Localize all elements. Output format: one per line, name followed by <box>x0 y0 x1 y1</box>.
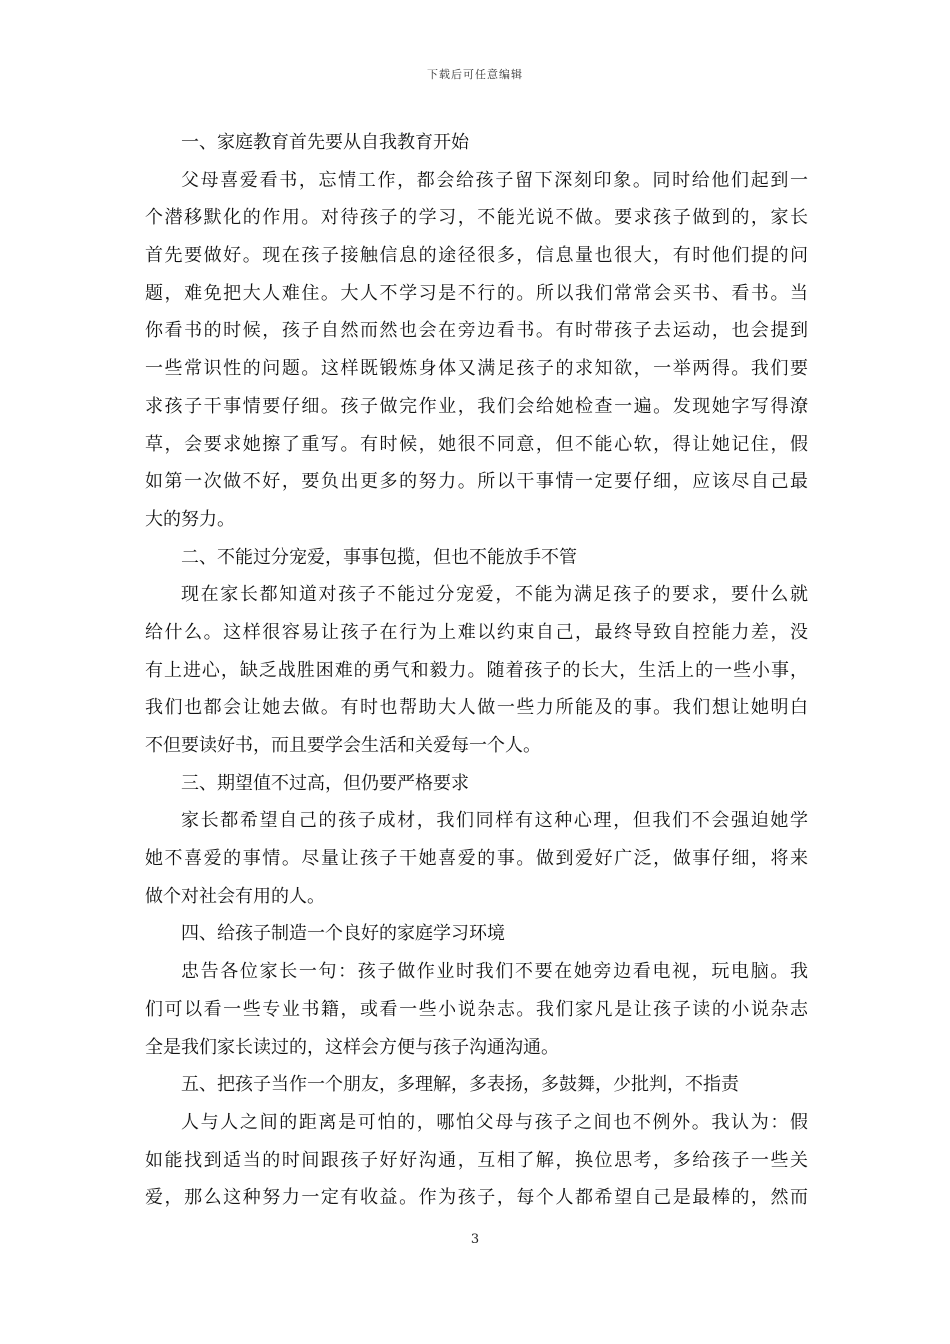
paragraph-line: 爱，那么这种努力一定有收益。作为孩子，每个人都希望自己是最棒的，然而 <box>145 1187 808 1209</box>
paragraph-line: 首先要做好。现在孩子接触信息的途径很多，信息量也很大，有时他们提的问 <box>145 245 808 267</box>
paragraph-line: 她不喜爱的事情。尽量让孩子干她喜爱的事。做到爱好广泛，做事仔细，将来 <box>145 848 808 870</box>
paragraph-line: 现在家长都知道对孩子不能过分宠爱，不能为满足孩子的要求，要什么就 <box>181 584 808 606</box>
paragraph-line: 一些常识性的问题。这样既锻炼身体又满足孩子的求知欲，一举两得。我们要 <box>145 358 808 380</box>
paragraph-line: 们可以看一些专业书籍，或看一些小说杂志。我们家凡是让孩子读的小说杂志 <box>145 998 808 1020</box>
paragraph-line: 人与人之间的距离是可怕的，哪怕父母与孩子之间也不例外。我认为：假 <box>181 1111 808 1133</box>
section-heading: 三、期望值不过高，但仍要严格要求 <box>181 772 469 794</box>
paragraph-line: 如能找到适当的时间跟孩子好好沟通，互相了解，换位思考，多给孩子一些关 <box>145 1149 808 1171</box>
page-number: 3 <box>470 1232 480 1247</box>
paragraph-line: 父母喜爱看书，忘情工作，都会给孩子留下深刻印象。同时给他们起到一 <box>181 169 808 191</box>
paragraph-line: 忠告各位家长一句：孩子做作业时我们不要在她旁边看电视，玩电脑。我 <box>181 961 808 983</box>
paragraph-line: 求孩子干事情要仔细。孩子做完作业，我们会给她检查一遍。发现她字写得潦 <box>145 395 808 417</box>
paragraph-line: 题，难免把大人难住。大人不学习是不行的。所以我们常常会买书、看书。当 <box>145 282 808 304</box>
paragraph-line: 你看书的时候，孩子自然而然也会在旁边看书。有时带孩子去运动，也会提到 <box>145 320 808 342</box>
paragraph-line: 个潜移默化的作用。对待孩子的学习，不能光说不做。要求孩子做到的，家长 <box>145 207 808 229</box>
paragraph-line: 草，会要求她擦了重写。有时候，她很不同意，但不能心软，得让她记住，假 <box>145 433 808 455</box>
paragraph-line: 有上进心，缺乏战胜困难的勇气和毅力。随着孩子的长大，生活上的一些小事， <box>145 659 808 681</box>
section-heading: 一、家庭教育首先要从自我教育开始 <box>181 132 469 153</box>
section-heading: 四、给孩子制造一个良好的家庭学习环境 <box>181 923 505 945</box>
paragraph-line: 我们也都会让她去做。有时也帮助大人做一些力所能及的事。我们想让她明白 <box>145 697 808 719</box>
paragraph-line: 如第一次做不好，要负出更多的努力。所以干事情一定要仔细，应该尽自己最 <box>145 471 808 493</box>
section-heading: 二、不能过分宠爱，事事包揽，但也不能放手不管 <box>181 546 577 568</box>
paragraph-line: 做个对社会有用的人。 <box>145 885 325 907</box>
section-heading: 五、把孩子当作一个朋友，多理解，多表扬，多鼓舞，少批判，不指责 <box>181 1074 739 1096</box>
document-body <box>145 124 808 1217</box>
paragraph-line: 不但要读好书，而且要学会生活和关爱每一个人。 <box>145 735 541 756</box>
paragraph-line: 大的努力。 <box>145 508 235 530</box>
paragraph-line: 全是我们家长读过的，这样会方便与孩子沟通沟通。 <box>145 1036 559 1058</box>
paragraph-line: 家长都希望自己的孩子成材，我们同样有这种心理，但我们不会强迫她学 <box>181 810 808 832</box>
paragraph-line: 给什么。这样很容易让孩子在行为上难以约束自己，最终导致自控能力差，没 <box>145 621 808 643</box>
header-note: 下载后可任意编辑 <box>427 68 523 81</box>
